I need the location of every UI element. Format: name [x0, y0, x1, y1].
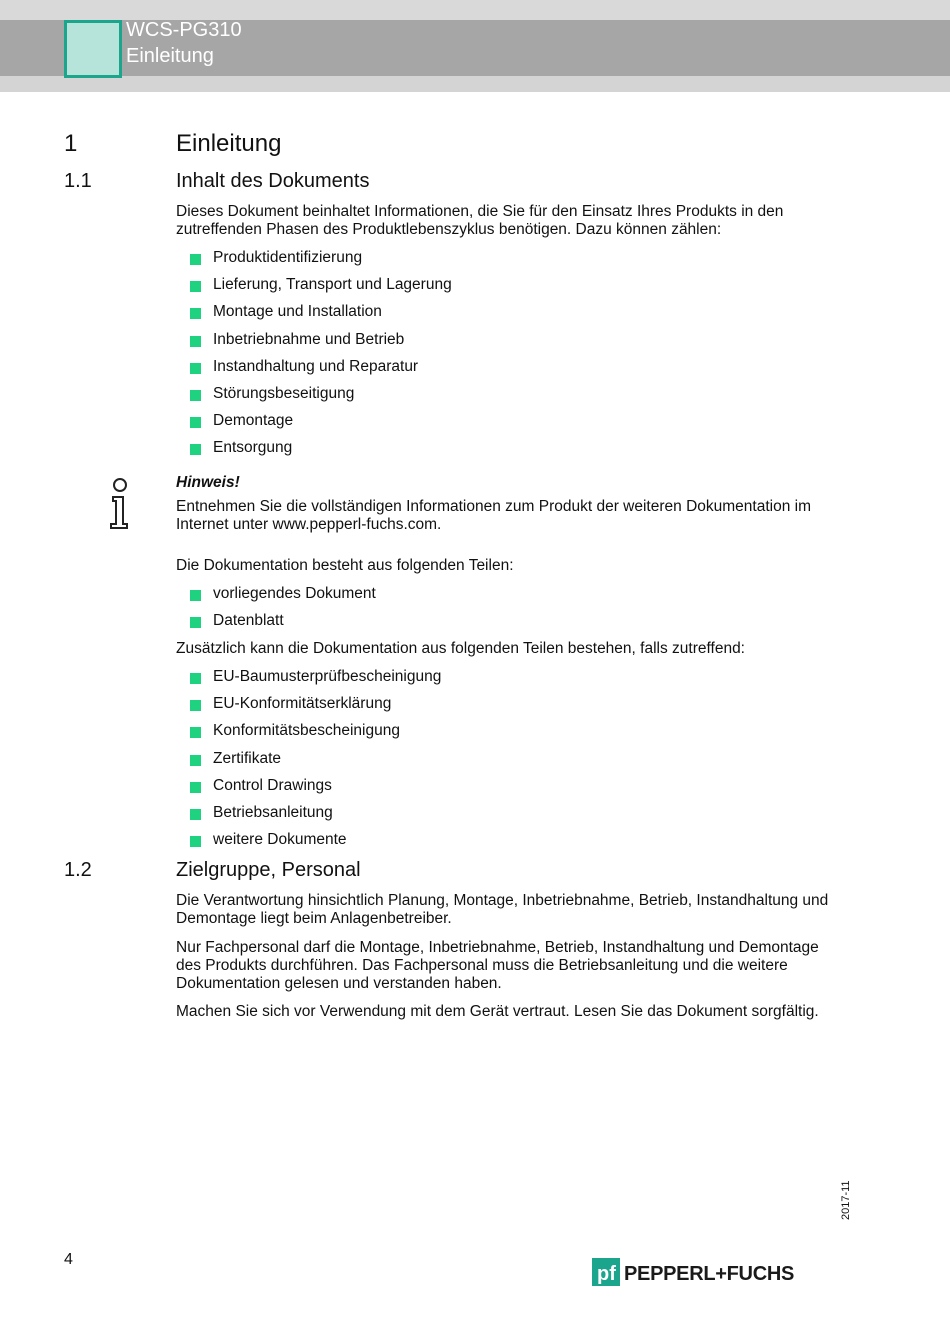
list-item: Inbetriebnahme und Betrieb: [190, 331, 452, 358]
note-title: Hinweis!: [176, 474, 240, 491]
page-number: 4: [64, 1251, 73, 1268]
list-item: Zertifikate: [190, 750, 441, 777]
bullet-icon: [190, 755, 201, 766]
bullet-icon: [190, 363, 201, 374]
bullet-icon: [190, 390, 201, 401]
section-intro: Dieses Dokument beinhaltet Informationen, die Sie für den Einsatz Ihres Produkts in den zutreffenden Phasen des Produktlebenszyklus benötigen. Dazu können zählen:: [176, 203, 784, 238]
brand-name: PEPPERL+FUCHS: [624, 1263, 795, 1285]
list-item: Instandhaltung und Reparatur: [190, 358, 452, 385]
bullet-icon: [190, 673, 201, 684]
list-item: EU-Baumusterprüfbescheinigung: [190, 668, 441, 695]
phase-list: [190, 249, 452, 467]
list-item: weitere Dokumente: [190, 831, 441, 858]
list-item: Demontage: [190, 412, 452, 439]
bullet-icon: [190, 782, 201, 793]
date-stamp: [838, 1180, 852, 1220]
list-item: EU-Konformitätserklärung: [190, 695, 441, 722]
bullet-icon: [190, 590, 201, 601]
list-item: Montage und Installation: [190, 303, 452, 330]
svg-text:2017-11: 2017-11: [840, 1180, 852, 1220]
bullet-icon: [190, 308, 201, 319]
list-item: Konformitätsbescheinigung: [190, 722, 441, 749]
header-top-strip: [0, 0, 950, 20]
doc-intro: Die Dokumentation besteht aus folgenden Teilen:: [176, 557, 514, 574]
bullet-icon: [190, 417, 201, 428]
list-item: vorliegendes Dokument: [190, 585, 376, 612]
header-title: WCS-PG310: [126, 19, 242, 41]
bullet-icon: [190, 617, 201, 628]
info-icon: [108, 478, 132, 530]
section-title: Inhalt des Dokuments: [176, 170, 370, 192]
header-under-strip: [0, 76, 950, 92]
list-item: Lieferung, Transport und Lagerung: [190, 276, 452, 303]
doc-parts-list: [190, 585, 376, 639]
body-paragraph: Die Verantwortung hinsichtlich Planung, Montage, Inbetriebnahme, Betrieb, Instandhaltung und Demontage liegt beim Anlagenbetreiber.: [176, 892, 829, 927]
bullet-icon: [190, 809, 201, 820]
bullet-icon: [190, 444, 201, 455]
header-subtitle: Einleitung: [126, 45, 214, 67]
list-item: Produktidentifizierung: [190, 249, 452, 276]
bullet-icon: [190, 254, 201, 265]
list-item: Entsorgung: [190, 439, 452, 466]
list-item: Betriebsanleitung: [190, 804, 441, 831]
section-number: 1.1: [64, 170, 92, 192]
chapter-title: Einleitung: [176, 130, 282, 157]
section-title: Zielgruppe, Personal: [176, 859, 361, 881]
chapter-number: 1: [64, 130, 78, 157]
bullet-icon: [190, 836, 201, 847]
brand-mark-icon: [592, 1258, 620, 1286]
extra-intro: Zusätzlich kann die Dokumentation aus folgenden Teilen bestehen, falls zutreffend:: [176, 640, 745, 657]
note-text: Entnehmen Sie die vollständigen Informationen zum Produkt der weiteren Dokumentation im Internet unter www.pepperl-fuchs.com.: [176, 498, 811, 533]
body-paragraph: Nur Fachpersonal darf die Montage, Inbetriebnahme, Betrieb, Instandhaltung und Demontage des Produkts durchführen. Das Fachpersonal muss die Betriebsanleitung und die weitere Dokumentation gelesen und verstanden haben.: [176, 939, 819, 992]
list-item: Datenblatt: [190, 612, 376, 639]
list-item: Störungsbeseitigung: [190, 385, 452, 412]
extra-parts-list: [190, 668, 441, 858]
list-item: Control Drawings: [190, 777, 441, 804]
bullet-icon: [190, 700, 201, 711]
brand-logo: [592, 1258, 822, 1290]
bullet-icon: [190, 727, 201, 738]
body-paragraph: Machen Sie sich vor Verwendung mit dem Gerät vertraut. Lesen Sie das Dokument sorgfältig.: [176, 1003, 819, 1020]
section-number: 1.2: [64, 859, 92, 881]
header-logo-square: [64, 20, 122, 78]
bullet-icon: [190, 336, 201, 347]
bullet-icon: [190, 281, 201, 292]
svg-text:pf: pf: [597, 1263, 616, 1285]
